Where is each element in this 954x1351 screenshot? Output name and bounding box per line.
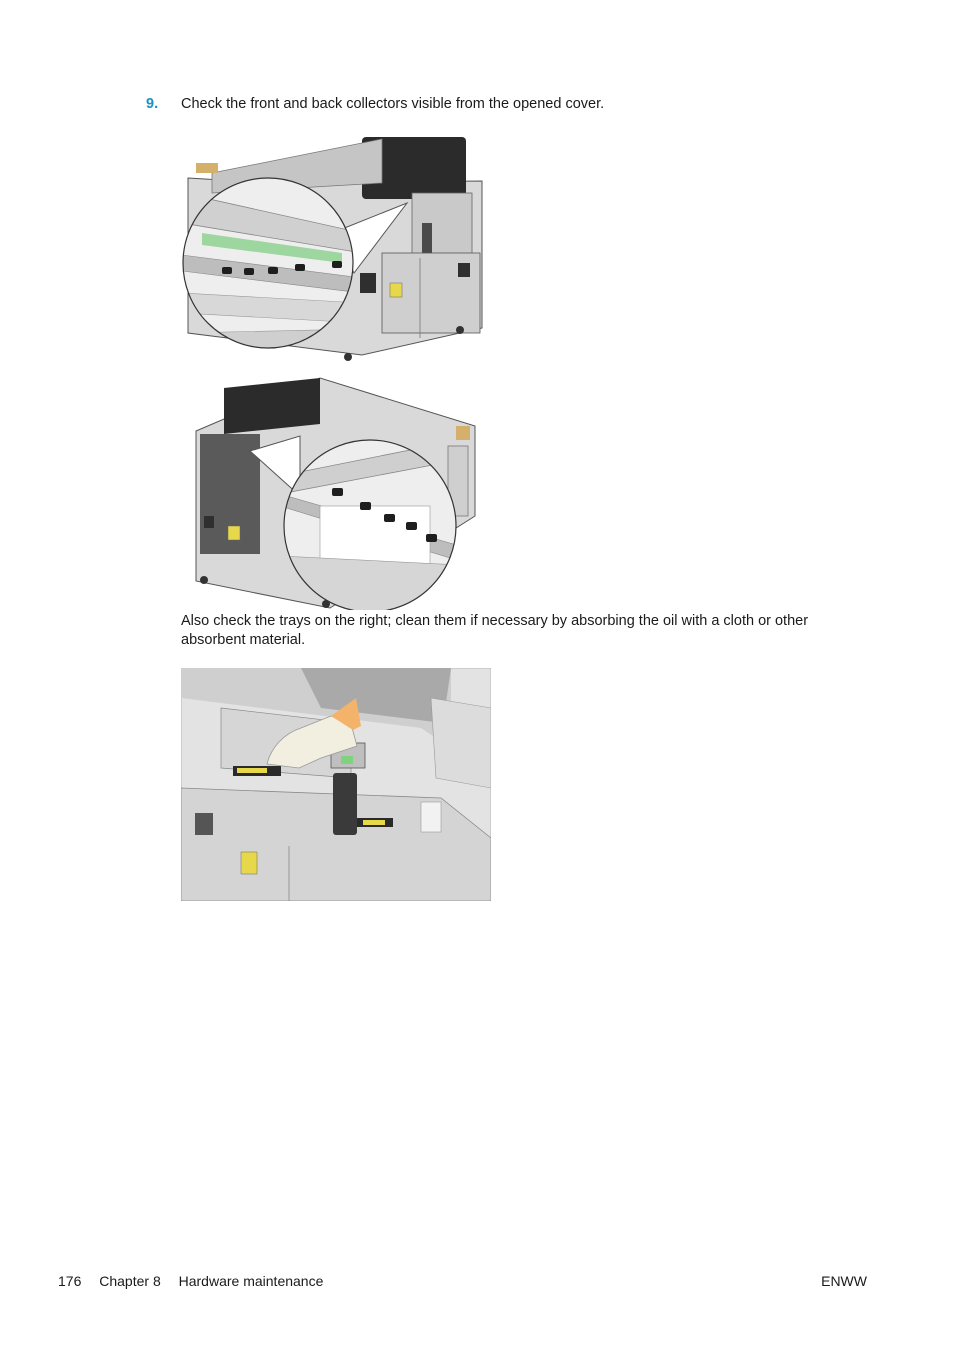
doc-code: ENWW xyxy=(821,1273,867,1289)
tray-cleaning-drawing xyxy=(181,668,491,901)
tray-cleaning-illustration xyxy=(181,668,491,901)
back-collectors-illustration xyxy=(190,376,480,610)
section-title: Hardware maintenance xyxy=(178,1273,324,1289)
tray-cleaning-note: Also check the trays on the right; clean them if necessary by absorbing the oil with a cloth or other absorbent material. xyxy=(181,613,809,648)
front-collectors-illustration xyxy=(182,133,484,366)
back-collectors-drawing xyxy=(190,376,480,610)
front-collectors-drawing xyxy=(182,133,484,366)
chapter-label: Chapter 8 xyxy=(99,1273,161,1289)
step-text: Check the front and back collectors visible from the opened cover. xyxy=(181,96,605,112)
step-number: 9. xyxy=(146,96,159,112)
footer-left xyxy=(58,1272,337,1290)
page-number: 176 xyxy=(58,1273,82,1289)
